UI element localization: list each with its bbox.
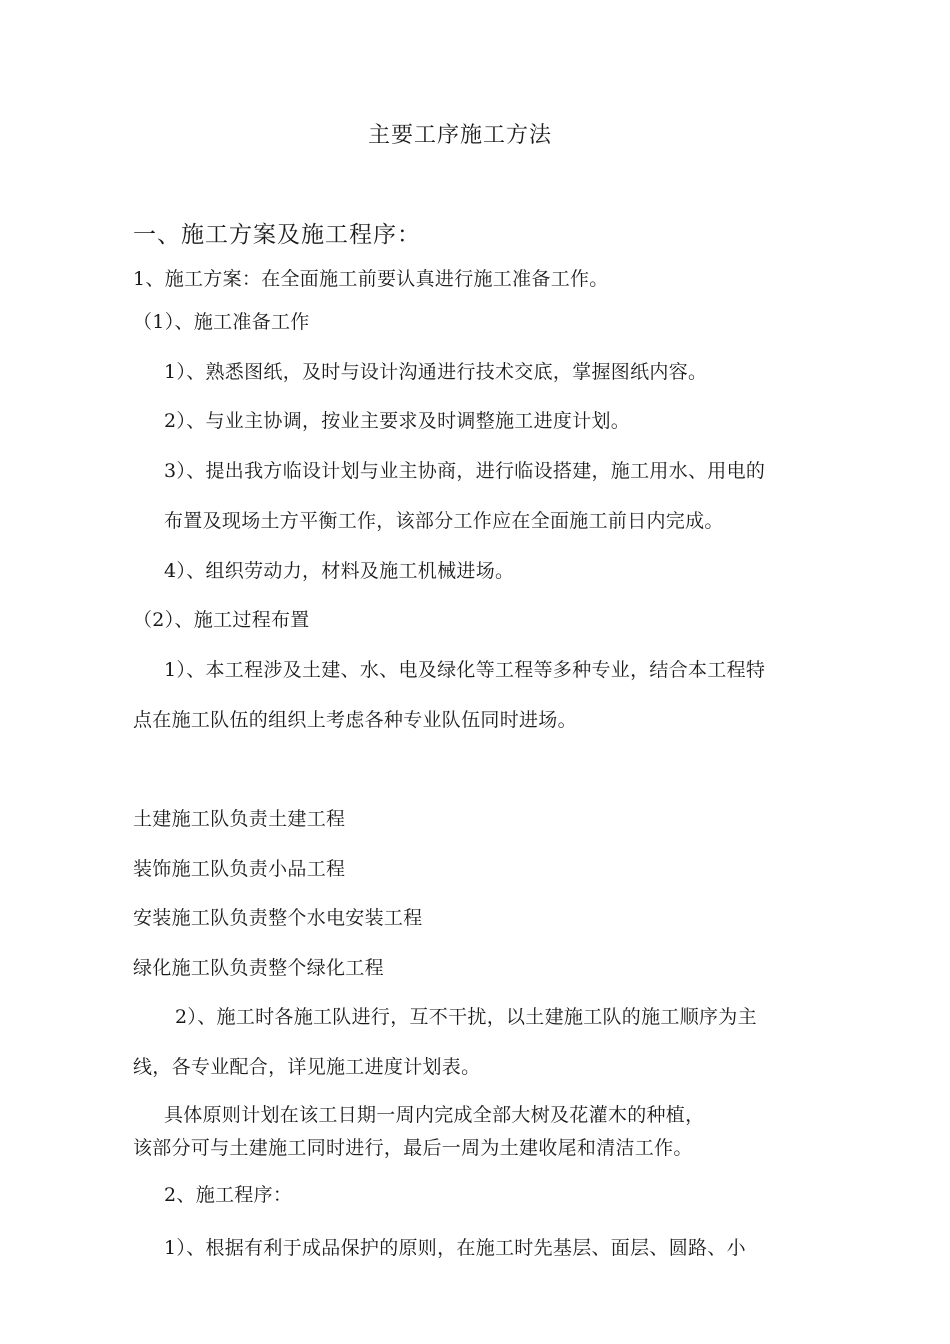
plan-intro: 1、施工方案：在全面施工前要认真进行施工准备工作。 <box>133 268 609 290</box>
section-heading: 一、施工方案及施工程序： <box>133 222 421 248</box>
process-item-1-line-1: 1）、本工程涉及土建、水、电及绿化等工程等多种专业，结合本工程特 <box>164 659 766 681</box>
prep-heading: （1）、施工准备工作 <box>133 311 310 333</box>
document-title: 主要工序施工方法 <box>367 123 552 148</box>
principle-line-2: 该部分可与土建施工同时进行，最后一周为土建收尾和清洁工作。 <box>133 1137 693 1159</box>
procedure-item-1: 1）、根据有利于成品保护的原则，在施工时先基层、面层、圆路、小 <box>164 1237 746 1259</box>
prep-item-4: 4）、组织劳动力，材料及施工机械进场。 <box>164 560 515 582</box>
prep-item-3-line-2: 布置及现场土方平衡工作，该部分工作应在全面施工前日内完成。 <box>164 510 724 532</box>
team-line: 装饰施工队负责小品工程 <box>133 858 346 880</box>
team-line: 绿化施工队负责整个绿化工程 <box>133 957 384 979</box>
principle-line-1: 具体原则计划在该工日期一周内完成全部大树及花灌木的种植， <box>164 1104 705 1126</box>
process-item-1-line-2: 点在施工队伍的组织上考虑各种专业队伍同时进场。 <box>133 709 577 731</box>
process-item-2-line-1: 2）、施工时各施工队进行，互不干扰，以土建施工队的施工顺序为主 <box>175 1006 757 1028</box>
prep-item-2: 2）、与业主协调，按业主要求及时调整施工进度计划。 <box>164 410 631 432</box>
procedure-heading: 2、施工程序： <box>164 1184 293 1206</box>
process-item-2-line-2: 线，各专业配合，详见施工进度计划表。 <box>133 1056 481 1078</box>
team-line: 安装施工队负责整个水电安装工程 <box>133 907 423 929</box>
process-heading: （2）、施工过程布置 <box>133 609 310 631</box>
team-line: 土建施工队负责土建工程 <box>133 808 346 830</box>
prep-item-3-line-1: 3）、提出我方临设计划与业主协商，进行临设搭建，施工用水、用电的 <box>164 460 766 482</box>
prep-item-1: 1）、熟悉图纸，及时与设计沟通进行技术交底，掌握图纸内容。 <box>164 361 708 383</box>
